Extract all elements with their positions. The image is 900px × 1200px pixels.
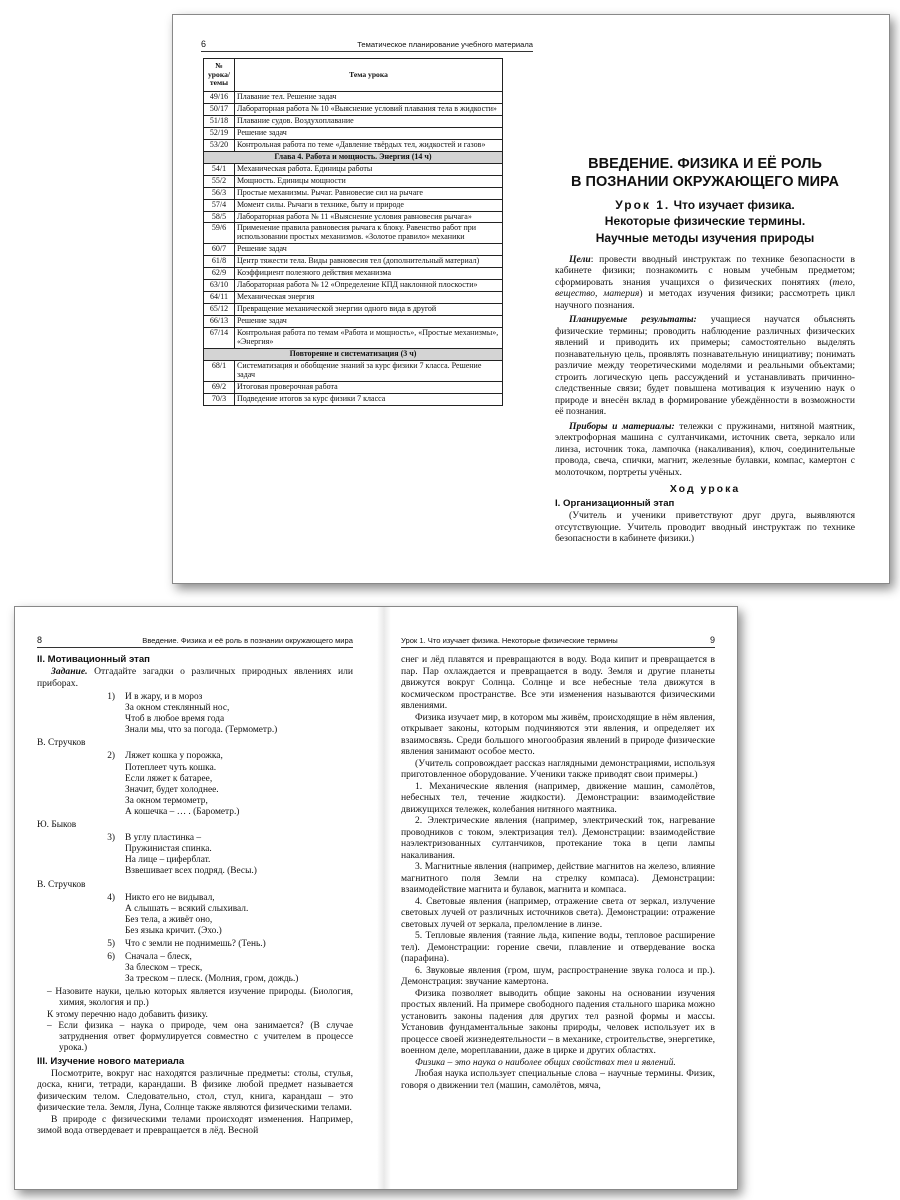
page-8 xyxy=(37,607,353,1189)
lesson-topic-cell: Превращение механической энергии одного вида в другой xyxy=(235,304,503,316)
riddle-line: На лице – циферблат. xyxy=(125,855,211,866)
riddle-line: В углу пластинка – xyxy=(125,833,202,844)
table-row xyxy=(204,127,503,139)
page-9 xyxy=(401,607,715,1189)
riddle-line: А кошечка – … . (Барометр.) xyxy=(125,806,240,817)
lesson-flow-heading: Ход урока xyxy=(669,483,741,496)
stage-3-heading: III. Изучение нового материала xyxy=(37,1055,185,1067)
table-row xyxy=(204,115,503,127)
lesson-topic-cell: Мощность. Единицы мощности xyxy=(235,175,503,187)
task-label: Задание. xyxy=(51,666,88,677)
lesson-topic-cell: Механическая энергия xyxy=(235,292,503,304)
riddle-line: А слышать – всякий слыхивал. xyxy=(125,903,249,914)
riddle-line: Ляжет кошка у порожка, xyxy=(125,751,223,762)
question-2: – Если физика – наука о природе, чем она занимается? (В случае затруднения ответ формулируется совместно с учителем в процессе урока.) xyxy=(47,1020,353,1053)
lesson-topic-cell: Лабораторная работа № 10 «Выяснение условий плавания тела в жидкости» xyxy=(235,103,503,115)
table-row xyxy=(204,360,503,381)
book-gutter xyxy=(377,607,391,1189)
table-row xyxy=(204,139,503,151)
table-row xyxy=(204,211,503,223)
riddle-line: Пружинистая спинка. xyxy=(125,844,212,855)
running-head-text: Тематическое планирование учебного материала xyxy=(357,40,533,49)
page-7 xyxy=(555,15,855,583)
lesson-number-cell: 69/2 xyxy=(204,381,235,393)
lesson-number-cell: 55/2 xyxy=(204,175,235,187)
table-row xyxy=(204,292,503,304)
lesson-number-cell: 63/10 xyxy=(204,280,235,292)
lesson-number-cell: 50/17 xyxy=(204,103,235,115)
riddle-number: 2) xyxy=(107,751,115,762)
devices-label: Приборы и материалы: xyxy=(569,420,675,432)
table-row xyxy=(204,256,503,268)
riddle-number: 6) xyxy=(107,952,115,963)
lesson-topic-cell: Итоговая проверочная работа xyxy=(235,381,503,393)
lesson-number-cell: 57/4 xyxy=(204,199,235,211)
paragraph-physics-studies: Физика изучает мир, в котором мы живём, происходящие в нём явления, открывает законы, которым подчиняются эти явления, и определяет их взаимосвязь. Среди большого многообразия явлений в природе физические явления занимают особое место. xyxy=(401,711,715,757)
goals-label: Цели xyxy=(569,253,591,265)
book-spread-top xyxy=(172,14,890,584)
riddle xyxy=(37,939,353,950)
results-paragraph xyxy=(555,314,855,418)
lesson-number-cell: 59/6 xyxy=(204,223,235,244)
stage-2-heading: II. Мотивационный этап xyxy=(37,654,150,665)
phenomenon-item: 6. Звуковые явления (гром, шум, распространение звука голоса и пр.). Демонстрация: звучание камертона. xyxy=(401,964,715,987)
page-number: 9 xyxy=(709,635,715,645)
lesson-number-cell: 62/9 xyxy=(204,268,235,280)
table-row xyxy=(204,92,503,104)
lesson-topic-cell: Момент силы. Рычаги в технике, быту и природе xyxy=(235,199,503,211)
running-head xyxy=(201,39,533,52)
riddle-line: За треском – плеск. (Молния, гром, дождь.) xyxy=(125,974,299,985)
lesson-title-line-3: Научные методы изучения природы xyxy=(595,230,815,245)
chapter-title-line-1: ВВЕДЕНИЕ. ФИЗИКА И ЕЁ РОЛЬ xyxy=(588,156,822,172)
goals-paragraph xyxy=(555,254,855,312)
lesson-topic-cell: Коэффициент полезного действия механизма xyxy=(235,268,503,280)
chapter-title-line-2: В ПОЗНАНИИ ОКРУЖАЮЩЕГО МИРА xyxy=(571,174,839,191)
riddle-line: Взвешивает всех подряд. (Весы.) xyxy=(125,866,257,877)
running-head-text: Урок 1. Что изучает физика. Некоторые физические термины xyxy=(401,636,618,645)
book-spread-bottom xyxy=(14,606,738,1190)
riddle-line: Сначала – блеск, xyxy=(125,952,192,963)
riddle-line: За окном термометр, xyxy=(125,795,208,806)
phenomena-list xyxy=(401,781,715,988)
riddle-number: 3) xyxy=(107,833,115,844)
lesson-topic-cell: Контрольная работа по темам «Работа и мощность», «Простые механизмы», «Энергия» xyxy=(235,328,503,349)
riddle-author: Ю. Быков xyxy=(37,820,77,831)
question-1-note: К этому перечню надо добавить физику. xyxy=(47,1009,208,1020)
lesson-topic-cell: Применение правила равновесия рычага к блоку. Равенство работ при использовании простых механизмов. «Золотое правило» механики xyxy=(235,223,503,244)
lesson-number-cell: 58/5 xyxy=(204,211,235,223)
table-chapter-row xyxy=(204,151,503,163)
chapter-heading-cell: Повторение и систематизация (3 ч) xyxy=(204,348,503,360)
stage-1-text: (Учитель и ученики приветствуют друг друга, выявляются отсутствующие. Учитель проводит вводный инструктаж по технике безопасности в кабинете физики.) xyxy=(555,510,855,545)
riddle-line: Без тела, а живёт оно, xyxy=(125,914,213,925)
lesson-topic-cell: Решение задач xyxy=(235,316,503,328)
lesson-number-cell: 64/11 xyxy=(204,292,235,304)
lesson-topic-cell: Плавание тел. Решение задач xyxy=(235,92,503,104)
riddle-line: За блеском – треск, xyxy=(125,963,203,974)
table-row xyxy=(204,187,503,199)
lesson-topic-cell: Контрольная работа по теме «Давление твёрдых тел, жидкостей и газов» xyxy=(235,139,503,151)
running-head-text: Введение. Физика и её роль в познании окружающего мира xyxy=(142,636,353,645)
lesson-topic-cell: Простые механизмы. Рычаг. Равновесие сил на рычаге xyxy=(235,187,503,199)
lesson-topic-cell: Решение задач xyxy=(235,127,503,139)
riddle xyxy=(37,893,353,937)
riddle-line: И в жару, и в мороз xyxy=(125,692,203,702)
riddle-line: Никто его не видывал, xyxy=(125,892,215,903)
table-row xyxy=(204,381,503,393)
running-head xyxy=(401,635,715,648)
table-row xyxy=(204,280,503,292)
phenomenon-item: 2. Электрические явления (например, электрический ток, нагревание проводников с током, электризация тел). Демонстрации: взаимодействие наэлектризованных султанчиков, протекание тока в цепи лампы накаливания. xyxy=(401,815,715,861)
table-row xyxy=(204,223,503,244)
question-1: – Назовите науки, целью которых является изучение природы. (Биология, химия, экология и пр.) xyxy=(47,987,353,1009)
page-number: 6 xyxy=(201,39,207,49)
lesson-number-cell: 53/20 xyxy=(204,139,235,151)
lesson-topic-cell: Механическая работа. Единицы работы xyxy=(235,163,503,175)
table-row xyxy=(204,163,503,175)
riddle-line: Потеплеет чуть кошка. xyxy=(125,762,217,773)
riddle xyxy=(37,833,353,890)
lesson-number-cell: 49/16 xyxy=(204,92,235,104)
riddle xyxy=(37,751,353,831)
lesson-number-cell: 56/3 xyxy=(204,187,235,199)
stage-1-heading: I. Организационный этап xyxy=(555,498,675,510)
riddle-line: Чтоб в любое время года xyxy=(125,714,225,725)
results-text: учащиеся научатся объяснять физические термины; проводить наблюдение различных физических явлений и приводить их примеры; самостоятельно выделять познавательную цель, проявлять познавательную инициативу; понимать различие между теоретическими моделями и реальными объектами; строить логическую цепь рассуждений и устанавливать причинно-следственные связи; будет повышена мотивация к изучению наук о природе и внесён вклад в формирование убеждённости в возможности её познания. xyxy=(555,314,856,418)
lesson-topic-cell: Лабораторная работа № 12 «Определение КПД наклонной плоскости» xyxy=(235,280,503,292)
lesson-plan-table xyxy=(203,58,503,406)
lesson-topic-cell: Решение задач xyxy=(235,244,503,256)
devices-text: тележки с пружинами, нитяной маятник, электрофорная машина с султанчиками, источник света, зеркало или линза, источник тока, лампочка (накаливания), ключ, соединительные провода, свеча, спички, магнит, железные булавки, компас, камертон с молоточком, портреты учёных. xyxy=(555,420,855,478)
table-row xyxy=(204,304,503,316)
task-paragraph xyxy=(37,666,353,689)
lesson-topic-cell: Систематизация и обобщение знаний за курс физики 7 класса. Решение задач xyxy=(235,360,503,381)
riddle-line: Что с земли не поднимешь? (Тень.) xyxy=(125,938,266,949)
riddle-author: В. Стручков xyxy=(37,879,86,890)
riddle-line: Если ляжет к батарее, xyxy=(125,773,213,784)
riddle xyxy=(37,952,353,985)
goals-terms: тело, вещество, материя xyxy=(555,276,855,300)
table-row xyxy=(204,316,503,328)
running-head xyxy=(37,635,353,648)
physics-definition: Физика – это наука о наиболее общих свойствах тел и явлений. xyxy=(415,1056,676,1068)
column-header-topic: Тема урока xyxy=(235,59,503,92)
riddle-number: 4) xyxy=(107,892,115,903)
lesson-number-cell: 70/3 xyxy=(204,393,235,405)
lesson-prefix: Урок 1. xyxy=(615,198,671,213)
lesson-topic-cell: Подведение итогов за курс физики 7 класса xyxy=(235,393,503,405)
phenomenon-item: 3. Магнитные явления (например, действие магнитов на железо, влияние магнитного поля Земли на стрелку компаса). Демонстрации: взаимодействие магнита и булавок, магнита и компаса. xyxy=(401,861,715,895)
paragraph-bodies: Посмотрите, вокруг нас находятся различные предметы: столы, стулья, доска, книги, тетради, карандаши. В физике любой предмет называется физическим телом. Следовательно, стол, стул, книга, карандаш – это физические тела. Земля, Луна, Солнце также являются физическими телами. xyxy=(37,1067,353,1114)
goals-text: : провести вводный инструктаж по технике безопасности в кабинете физики; познакомить с новым учебным предметом; сформировать знания учащихся о физических понятиях ( xyxy=(555,253,855,288)
lesson-topic-cell: Центр тяжести тела. Виды равновесия тел (дополнительный материал) xyxy=(235,256,503,268)
riddle-number: 1) xyxy=(107,692,115,702)
riddle-number: 5) xyxy=(107,938,115,949)
lesson-number-cell: 54/1 xyxy=(204,163,235,175)
table-row xyxy=(204,268,503,280)
lesson-number-cell: 60/7 xyxy=(204,244,235,256)
lesson-title xyxy=(555,197,855,246)
goals-text-end: ) и методах изучения физики; рассмотреть цикл научного познания. xyxy=(555,288,855,311)
page-number: 8 xyxy=(37,635,43,645)
table-row xyxy=(204,244,503,256)
lesson-topic-cell: Лабораторная работа № 11 «Выяснение условия равновесия рычага» xyxy=(235,211,503,223)
devices-paragraph xyxy=(555,421,855,479)
riddle-line: Значит, будет холоднее. xyxy=(125,784,219,795)
table-chapter-row xyxy=(204,348,503,360)
task-text: Отгадайте загадки о различных природных явлениях или приборах. xyxy=(37,666,353,689)
paragraph-continued: снег и лёд плавятся и превращаются в воду. Вода кипит и превращается в пар. Пар охлаждается и превращается в воду. Земля и другие планеты движутся вокруг Солнца. Солнце и все небесные тела движутся в космическом пространстве. Все эти изменения называются физическими явлениями. xyxy=(401,654,715,711)
riddle-line: За окном стеклянный нос, xyxy=(125,703,230,714)
chapter-title xyxy=(555,155,855,191)
lesson-number-cell: 61/8 xyxy=(204,256,235,268)
paragraph-teacher-note: (Учитель сопровождает рассказ наглядными демонстрациями, используя приготовленное оборудование. Ученики также приводят свои примеры.) xyxy=(401,757,715,780)
table-row xyxy=(204,393,503,405)
phenomenon-item: 4. Световые явления (например, отражение света от зеркал, излучение световых лучей от различных источников света). Демонстрации: отражение световых лучей от зеркала, преломление в линзе. xyxy=(401,895,715,930)
table-row xyxy=(204,199,503,211)
table-row xyxy=(204,103,503,115)
lesson-title-line-1: Что изучает физика. xyxy=(673,198,795,213)
phenomenon-item: 1. Механические явления (например, движение машин, самолётов, небесных тел, течение жидкости). Демонстрации: взаимодействие движущихся тележек, колебания нитяного маятника. xyxy=(401,780,715,815)
page-6 xyxy=(201,15,533,583)
column-header-number: № урока/ темы xyxy=(204,59,235,92)
riddles-list xyxy=(37,692,353,985)
chapter-heading-cell: Глава 4. Работа и мощность. Энергия (14 ч) xyxy=(204,151,503,163)
lesson-number-cell: 65/12 xyxy=(204,304,235,316)
lesson-number-cell: 51/18 xyxy=(204,115,235,127)
riddle-line: Без языка кричит. (Эхо.) xyxy=(125,925,222,936)
table-row xyxy=(204,175,503,187)
riddle-author: В. Стручков xyxy=(37,738,86,749)
lesson-number-cell: 52/19 xyxy=(204,127,235,139)
table-header-row xyxy=(204,59,503,92)
paragraph-laws: Физика позволяет выводить общие законы на основании изучения простых явлений. На примере свободного падения стального шарика можно установить законы падения для других тел разной формы и массы. Установив фундаментальные законы природы, человек использует их в процессе своей жизнедеятельности – в механике, строительстве, энергетике, военном деле, мореплавании, даже в цирке и других областях. xyxy=(401,987,715,1056)
lesson-number-cell: 67/14 xyxy=(204,328,235,349)
table-row xyxy=(204,328,503,349)
paragraph-changes: В природе с физическими телами происходят изменения. Например, зимой вода отвердевает и превращается в лёд. Весной xyxy=(37,1113,353,1137)
paragraph-terms: Любая наука использует специальные слова – научные термины. Физик, говоря о движении тел (машин, самолётов, мяча, xyxy=(401,1068,715,1091)
lesson-number-cell: 66/13 xyxy=(204,316,235,328)
lesson-title-line-2: Некоторые физические термины. xyxy=(604,214,806,229)
phenomenon-item: 5. Тепловые явления (таяние льда, кипение воды, тепловое расширение тел). Демонстрации: горение свечи, плавление и отвердевание воска (парафина). xyxy=(401,930,715,964)
lesson-number-cell: 68/1 xyxy=(204,360,235,381)
lesson-topic-cell: Плавание судов. Воздухоплавание xyxy=(235,115,503,127)
riddle xyxy=(37,692,353,749)
results-label: Планируемые результаты: xyxy=(569,314,697,326)
riddle-line: Знали мы, что за погода. (Термометр.) xyxy=(125,725,278,736)
